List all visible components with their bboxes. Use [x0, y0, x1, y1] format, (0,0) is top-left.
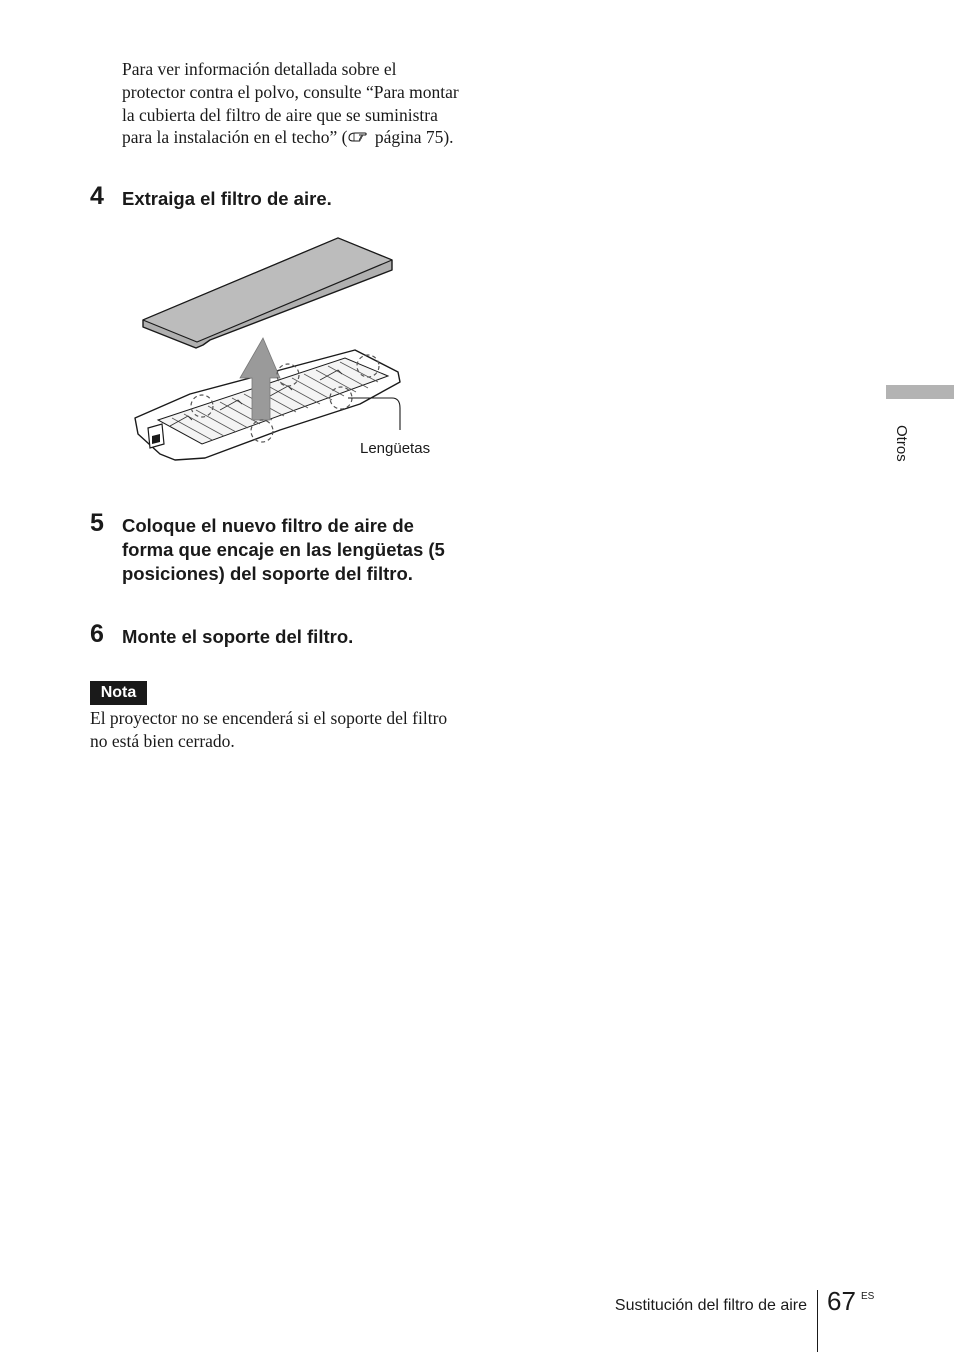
step-5-number: 5 [90, 509, 104, 537]
step-4-text: Extraiga el filtro de aire. [122, 188, 332, 209]
step-4-number: 4 [90, 182, 104, 210]
page-reference-hand-icon [348, 128, 368, 151]
step-5-text: Coloque el nuevo filtro de aire de forma que encaje en las lengüetas (5 posiciones) del soporte del filtro. [122, 515, 445, 584]
intro-text-before: Para ver información detallada sobre el protector contra el polvo, consulte “Para montar la cubierta del filtro de aire que se suministra para la instalación en el techo” ( [122, 59, 459, 148]
note-text: El proyector no se encenderá si el soporte del filtro no está bien cerrado. [90, 708, 448, 751]
callout-label: Lengüetas [360, 440, 431, 457]
footer-section-title: Sustitución del filtro de aire [614, 1297, 807, 1314]
intro-text-after: página 75). [370, 127, 454, 148]
footer-divider [817, 1290, 818, 1352]
step-6-text: Monte el soporte del filtro. [122, 626, 354, 647]
section-tab-bar [886, 385, 954, 399]
air-filter-removal-illustration [130, 230, 460, 470]
page-language-code: ES [861, 1291, 875, 1302]
section-tab-label: Otros [893, 425, 910, 462]
note-badge: Nota [90, 681, 147, 705]
step-6-number: 6 [90, 620, 104, 648]
intro-paragraph [122, 58, 462, 151]
page-number: 67 [827, 1286, 856, 1316]
